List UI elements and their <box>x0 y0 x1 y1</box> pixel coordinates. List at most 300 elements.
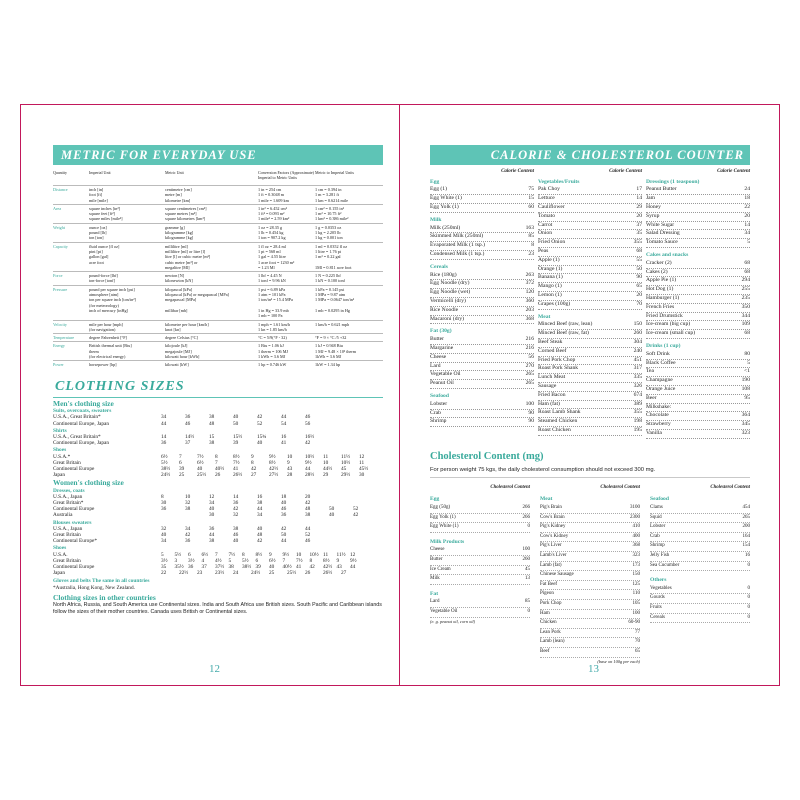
size-row-label: U.S.A.* <box>53 453 71 460</box>
cholesterol-row <box>430 504 530 514</box>
metric-row <box>53 223 383 242</box>
food-name: Crab <box>650 533 660 539</box>
calorie-value: 90 <box>636 274 642 281</box>
cholesterol-row <box>540 542 640 552</box>
calorie-value: 100 <box>525 400 534 407</box>
size-value: 10½ <box>341 459 351 466</box>
calorie-value: 344 <box>741 312 750 319</box>
calorie-row <box>646 430 750 439</box>
calorie-row <box>646 368 750 377</box>
food-name: Cauliflower <box>538 203 565 210</box>
size-value: 35 <box>161 564 167 571</box>
calorie-row <box>538 248 642 257</box>
size-value: 40 <box>233 414 239 421</box>
cholesterol-row <box>540 581 640 591</box>
cholesterol-value: 0 <box>747 595 750 601</box>
size-value: 38 <box>228 564 234 571</box>
cholesterol-row <box>540 610 640 620</box>
metric-cell-q: Area <box>53 205 62 211</box>
calorie-value: 304 <box>633 338 642 345</box>
cholesterol-value: 266 <box>522 514 530 520</box>
cholesterol-row <box>650 552 750 562</box>
metric-cell-imp: inch [in] foot [ft] mile [mile] <box>89 187 108 203</box>
calorie-value: 190 <box>741 377 750 384</box>
size-row-label: U.S.A., Great Britain* <box>53 434 101 441</box>
metric-row <box>53 185 383 204</box>
metric-row <box>53 320 383 334</box>
size-row-label: Australia <box>53 512 73 519</box>
food-name: Fried Drumstick <box>646 312 683 319</box>
calorie-category: Vegetables/Fruits <box>538 178 580 185</box>
food-name: Vermicelli (dry) <box>430 297 466 304</box>
size-value: 56 <box>305 420 311 427</box>
size-value: 6½ <box>201 551 209 558</box>
size-value: 44 <box>257 506 263 513</box>
size-value: 10 <box>287 453 293 460</box>
food-name: Lean Pork <box>540 629 561 635</box>
calorie-row <box>646 404 750 413</box>
food-name: Shrimp <box>650 543 665 549</box>
food-name: Egg Noodle (dry) <box>430 280 470 287</box>
size-row-label: U.S.A., Great Britain* <box>53 414 101 421</box>
cholesterol-row <box>650 523 750 533</box>
size-value: 38 <box>209 538 215 545</box>
size-value: 44½ <box>323 466 333 473</box>
food-name: Ice Cream <box>430 566 451 572</box>
food-name: Shrimp <box>430 418 447 425</box>
metric-row <box>53 242 383 272</box>
cholesterol-row <box>540 648 640 658</box>
calorie-row <box>646 260 750 269</box>
food-name: Ham (fat) <box>538 400 560 407</box>
calorie-value: 294 <box>741 277 750 284</box>
calorie-value: 17 <box>636 186 642 193</box>
calorie-row <box>646 286 750 295</box>
size-value: 26 <box>215 472 221 479</box>
metric-cell-imp: square inches [in²] square feet [ft²] square miles [mile²] <box>89 205 123 222</box>
food-name: Squid <box>650 514 662 520</box>
metric-cell-m2i: 1 kJ = 0.948 Btu 1 MJ = 9.48 × 10³ therm 1kWh = 3.6 MJ <box>315 343 356 360</box>
size-value: 8 <box>309 557 313 564</box>
food-name: Honey <box>646 203 661 210</box>
calorie-row <box>430 380 534 389</box>
metric-cell-met: kilopascal [kPa] kilopascal [kPa] or megapascal [MPa] megapascal [MPa] millibar [mb] <box>165 286 229 313</box>
calorie-value: 265 <box>525 371 534 378</box>
cholesterol-category: Seafood <box>650 496 669 503</box>
size-value: 36 <box>161 440 167 447</box>
calorie-row <box>538 365 642 374</box>
left-page <box>20 104 399 686</box>
food-name: Lard <box>430 362 441 369</box>
size-value: 40 <box>233 538 239 545</box>
food-name: Tea <box>646 368 654 375</box>
size-value: 36 <box>161 506 167 513</box>
calorie-value: 14 <box>636 195 642 202</box>
food-name: Condensed Milk (1 tsp.) <box>430 250 485 257</box>
size-value: 9½ <box>350 557 357 564</box>
metric-cell-q: Energy <box>53 343 66 349</box>
calorie-value: 674 <box>633 391 642 398</box>
size-value: 6 <box>188 551 191 558</box>
calorie-value: 240 <box>633 347 642 354</box>
clothing-sizes-title: CLOTHING SIZES <box>55 379 185 394</box>
calorie-value: 5 <box>747 359 750 366</box>
cholesterol-value: 105 <box>632 600 640 606</box>
calorie-row <box>538 257 642 266</box>
calorie-value: 323 <box>741 429 750 436</box>
cholesterol-row <box>540 600 640 610</box>
size-row-label: Japan <box>53 472 66 479</box>
metric-cell-i2m: 1 oz = 28.35 g 1 lb = 0.454 kg 1 ton = 907.2 kg <box>258 224 286 241</box>
size-value: 20 <box>305 493 311 500</box>
metric-cell-q: Force <box>53 273 63 279</box>
calorie-category: Egg <box>430 178 440 185</box>
size-value: 25½ <box>197 472 207 479</box>
size-value: 46 <box>233 532 239 539</box>
metric-cell-q: Weight <box>53 224 65 230</box>
size-value: 6½ <box>197 459 204 466</box>
size-value: 9 <box>287 459 290 466</box>
food-name: Carrot <box>538 221 553 228</box>
size-value: 40 <box>209 506 215 513</box>
metric-header-cell: Conversion Factors (Approximate) Imperial to Metric Units <box>258 171 314 180</box>
size-value: 34 <box>185 525 191 532</box>
food-name: Cracker (2) <box>646 259 672 266</box>
calorie-value: 14 <box>744 221 750 228</box>
food-name: Cereals <box>650 614 665 620</box>
size-value: 8 <box>215 453 218 460</box>
calorie-value: 163 <box>525 224 534 231</box>
size-value: 40 <box>257 440 263 447</box>
size-value: 32 <box>233 512 239 519</box>
metric-cell-m2i: 1 kPa = 0.145 psi 1 MPa = 9.87 atm 1 MPa = 0.0647 ton/in² 1 mb = 0.0295 in Hg <box>315 286 355 313</box>
size-subcategory: Shoes <box>53 447 67 454</box>
cholesterol-row <box>540 562 640 572</box>
size-value: 8 <box>251 459 254 466</box>
size-value: 45½ <box>359 466 369 473</box>
calorie-row <box>646 295 750 304</box>
metric-cell-i2m: 1 psi = 6.89 kPa 1 atm = 101 kPa 1 ton/in² = 15.4 MPa 1 in Hg = 33.9 mb 1 mb = 100 Pa <box>258 286 293 319</box>
food-name: Egg Noodle (wet) <box>430 289 471 296</box>
metric-cell-imp: fluid ounce [fl oz] pint [pt] gallon [gal] acre foot <box>89 243 120 265</box>
cholesterol-row <box>540 571 640 581</box>
food-name: Egg Yolk (1) <box>430 203 459 210</box>
size-row <box>53 570 383 576</box>
calorie-row <box>538 274 642 283</box>
size-value: 10½ <box>305 453 315 460</box>
cholesterol-row <box>540 638 640 648</box>
cholesterol-row <box>540 590 640 600</box>
calorie-value: 451 <box>633 356 642 363</box>
calorie-column <box>538 169 642 436</box>
size-subcategory: Blouses sweaters <box>53 519 92 526</box>
calorie-value: 95 <box>744 394 750 401</box>
calorie-value: 80 <box>744 350 750 357</box>
calorie-value: 335 <box>633 374 642 381</box>
calorie-value: 75 <box>528 186 534 193</box>
cholesterol-value: 265 <box>742 514 750 520</box>
size-value: 7½ <box>197 453 204 460</box>
size-value: 16 <box>257 493 263 500</box>
size-value: 23½ <box>215 570 225 577</box>
size-value: 44 <box>209 532 215 539</box>
size-value: 9 <box>336 557 340 564</box>
column-header: Calorie Content <box>717 169 750 174</box>
food-name: Beer <box>646 394 657 401</box>
cholesterol-value: 2300 <box>630 514 640 520</box>
food-name: Steamed Chicken <box>538 418 578 425</box>
calorie-row <box>538 292 642 301</box>
calorie-value: 20 <box>744 212 750 219</box>
cholesterol-row <box>540 629 640 639</box>
cholesterol-row <box>430 514 530 524</box>
food-name: Pig's Liver <box>540 543 562 549</box>
size-value: 36 <box>188 564 194 571</box>
metric-cell-q: Velocity <box>53 321 67 327</box>
size-value: 42 <box>185 532 191 539</box>
cholesterol-row <box>430 546 530 556</box>
size-group-title: Women's clothing size <box>53 478 124 488</box>
calorie-row <box>430 307 534 316</box>
cholesterol-note: (base on 100g per each) <box>597 658 640 664</box>
calorie-value: 20 <box>636 291 642 298</box>
size-value: 36 <box>185 538 191 545</box>
size-value: 7 <box>282 557 286 564</box>
calorie-row <box>646 213 750 222</box>
cholesterol-value: 13 <box>525 576 530 582</box>
calorie-value: 15 <box>528 195 534 202</box>
size-value: 38 <box>209 440 215 447</box>
size-value: 26 <box>305 570 311 577</box>
size-value: 42 <box>233 506 239 513</box>
cholesterol-value: 400 <box>632 533 640 539</box>
food-name: Milk <box>430 576 440 582</box>
calorie-value: 90 <box>528 409 534 416</box>
size-row <box>53 538 383 544</box>
food-name: Cheese <box>430 353 447 360</box>
metric-cell-met: kilowatt [kW] <box>165 362 189 368</box>
calorie-value: 23 <box>528 250 534 257</box>
size-value: 10 <box>185 493 191 500</box>
size-value: 50 <box>281 532 287 539</box>
column-header: Calorie Content <box>501 169 534 174</box>
metric-cell-m2i: °F = 9 × °C /5 +32 <box>315 335 347 341</box>
size-value: 8½ <box>255 551 263 558</box>
size-value: 36 <box>185 414 191 421</box>
calorie-row <box>538 339 642 348</box>
size-value: 5½ <box>242 557 249 564</box>
food-name: Egg Yolk (1) <box>430 514 456 520</box>
food-name: Cow's Brain <box>540 514 565 520</box>
calorie-row <box>538 213 642 222</box>
size-value: 35½ <box>174 564 184 571</box>
size-value: 15½ <box>233 434 243 441</box>
calorie-row <box>430 233 534 242</box>
size-value: 44 <box>281 538 287 545</box>
calorie-row <box>538 195 642 204</box>
food-name: Peas <box>538 247 549 254</box>
calorie-value: 235 <box>741 294 750 301</box>
calorie-row <box>538 239 642 248</box>
calorie-value: 364 <box>741 412 750 419</box>
cholesterol-value: 110 <box>632 591 640 597</box>
size-value: 18 <box>281 493 287 500</box>
calorie-row <box>430 363 534 372</box>
calorie-value: 198 <box>633 418 642 425</box>
size-value: 28 <box>287 472 293 479</box>
size-value: 40 <box>161 532 167 539</box>
size-value: 8½ <box>233 453 240 460</box>
metric-row <box>53 333 383 341</box>
size-value: 25 <box>179 472 185 479</box>
cholesterol-row <box>650 533 750 543</box>
metric-row <box>53 341 383 360</box>
calorie-row <box>430 298 534 307</box>
metric-cell-met: kilojoule [kJ] megajoule [MJ] kilowatt hour [kWh] <box>165 343 200 360</box>
food-name: Pork Chop <box>540 600 562 606</box>
metric-cell-i2m: °C = 5/9(°F - 32) <box>258 335 287 341</box>
food-name: Cakes (2) <box>646 268 668 275</box>
size-value: 9 <box>251 453 254 460</box>
size-row-label: Continental Europe <box>53 564 95 571</box>
metric-cell-i2m: 1 mph = 1.61 km/h 1 kn = 1.85 km/h <box>258 321 291 332</box>
calorie-value: 29 <box>636 203 642 210</box>
food-name: Black Coffee <box>646 359 676 366</box>
metric-cell-met: square centimetres [cm²] square metres [m²] square kilometres [km²] <box>165 205 207 222</box>
size-value: 6½ <box>269 557 276 564</box>
size-value: 46 <box>305 414 311 421</box>
calorie-value: 360 <box>525 297 534 304</box>
size-value: 5 <box>161 551 164 558</box>
calorie-value: 368 <box>525 315 534 322</box>
cholesterol-row <box>650 562 750 572</box>
calorie-row <box>538 401 642 410</box>
calorie-value: 34 <box>744 230 750 237</box>
food-name: Lunch Meat <box>538 374 566 381</box>
calorie-value: 24 <box>744 186 750 193</box>
food-name: Fried Onion <box>538 239 566 246</box>
calorie-value: 389 <box>633 400 642 407</box>
size-value: 42½ <box>269 466 279 473</box>
metric-row <box>53 271 383 285</box>
food-name: Fried Bacon <box>538 391 566 398</box>
size-value: 38 <box>185 506 191 513</box>
size-value: 8½ <box>323 557 330 564</box>
column-header: Cholesterol Content <box>490 485 530 490</box>
size-row-label: Great Britain <box>53 459 81 466</box>
calorie-value: 195 <box>633 426 642 433</box>
calorie-row <box>646 239 750 248</box>
food-name: Pigeon <box>540 591 554 597</box>
food-name: French Fries <box>646 303 675 310</box>
size-row <box>53 512 383 518</box>
size-value: 37 <box>201 564 207 571</box>
food-name: Rice Noodle <box>430 306 459 313</box>
calorie-category: Seafood <box>430 392 449 399</box>
size-row-label: Japan <box>53 570 66 577</box>
size-value: 24½ <box>161 472 171 479</box>
size-value: 10½ <box>309 551 319 558</box>
metric-cell-i2m: 1 Btu = 1.06 kJ 1 therm = 106 MJ 1 kWh = 3.6 MJ <box>258 343 289 360</box>
size-value: 36 <box>233 500 239 507</box>
calorie-row <box>430 289 534 298</box>
size-value: 36 <box>209 525 215 532</box>
calorie-category: Milk <box>430 216 442 223</box>
calorie-row <box>646 204 750 213</box>
column-header: Calorie Content <box>609 169 642 174</box>
size-value: 22½ <box>179 570 189 577</box>
calorie-value: 317 <box>633 365 642 372</box>
cholesterol-value: 164 <box>742 533 750 539</box>
food-name: Vanilla <box>646 429 662 436</box>
size-value <box>185 512 209 518</box>
food-name: Gourds <box>650 595 665 601</box>
size-value: 46 <box>305 538 311 545</box>
size-value: 8½ <box>269 459 276 466</box>
food-name: Champagne <box>646 377 673 384</box>
calorie-row <box>430 186 534 195</box>
food-name: Orange (1) <box>538 265 563 272</box>
cholesterol-category: Meat <box>540 496 553 503</box>
size-value: 48 <box>209 420 215 427</box>
size-value: 16 <box>281 434 287 441</box>
size-value: 41 <box>296 564 302 571</box>
calorie-value: 20 <box>636 212 642 219</box>
calorie-row <box>538 301 642 310</box>
metric-cell-imp: degree Fahrenheit [°F] <box>89 335 127 341</box>
food-name: Milkshake: <box>646 403 672 410</box>
calorie-category: Fat (30g) <box>430 328 452 335</box>
size-subcategory: Shirts <box>53 427 67 434</box>
food-name: Apple Pie (1) <box>646 277 677 284</box>
cholesterol-value: 368 <box>632 543 640 549</box>
size-value: 24 <box>233 570 239 577</box>
metric-cell-m2i: 1 km/h = 0.621 mph <box>315 321 350 327</box>
size-value: 9 <box>269 551 272 558</box>
metric-cell-m2i: 1 ml = 0.0352 fl oz 1 litre = 1.76 pt 1 m³ = 0.22 gal 1Ml = 0.811 acre foot <box>315 243 352 270</box>
food-name: Salad Dressing <box>646 230 680 237</box>
size-value: 26½ <box>323 570 333 577</box>
size-value: 30 <box>161 500 167 507</box>
calorie-category: Dressings (1 teaspoon) <box>646 178 700 185</box>
calorie-value: 22 <box>744 203 750 210</box>
metric-cell-met: centimetre [cm] metre [m] kilometre [km] <box>165 187 192 203</box>
calorie-value: 56 <box>528 353 534 360</box>
calorie-row <box>430 410 534 419</box>
size-value: 40 <box>269 564 275 571</box>
food-name: Hot Dog (1) <box>646 286 674 293</box>
size-value: 42 <box>281 525 287 532</box>
calorie-row <box>538 230 642 239</box>
size-value: 40½ <box>282 564 292 571</box>
food-name: Hamburger (1) <box>646 294 680 301</box>
size-row-label: Continental Europe <box>53 466 95 473</box>
cholesterol-value: 3100 <box>630 505 640 510</box>
cholesterol-row <box>540 514 640 524</box>
size-value: 10 <box>323 459 329 466</box>
cholesterol-value: 77 <box>635 629 640 635</box>
size-value: 8 <box>242 551 245 558</box>
cholesterol-row <box>650 604 750 614</box>
size-value: 41 <box>233 466 239 473</box>
cholesterol-row <box>540 619 640 629</box>
calorie-value: 68 <box>744 259 750 266</box>
metric-header-cell: Quantity <box>53 171 67 175</box>
metric-cell-imp: horsepower [hp] <box>89 362 117 368</box>
cholesterol-value: 100 <box>632 610 640 616</box>
food-name: Chinese Sausage <box>540 572 574 578</box>
cholesterol-value: 200 <box>742 524 750 530</box>
